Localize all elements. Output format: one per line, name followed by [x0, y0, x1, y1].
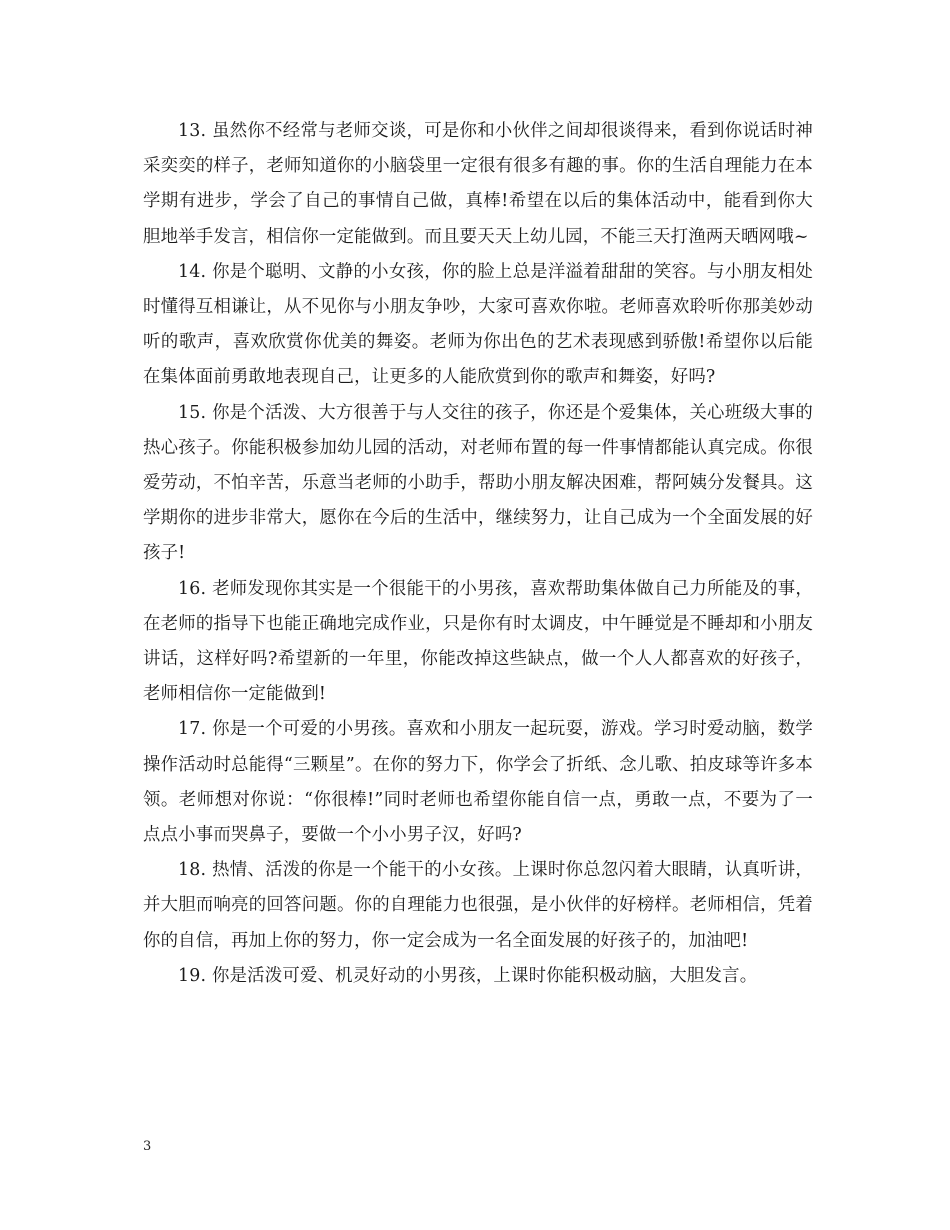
page-number: 3	[143, 1139, 152, 1154]
document-body	[143, 114, 813, 994]
paragraph-15: 15. 你是个活泼、大方很善于与人交往的孩子，你还是个爱集体，关心班级大事的热心孩子。你能积极参加幼儿园的活动，对老师布置的每一件事情都能认真完成。你很爱劳动，不怕辛苦，乐意当老师的小助手，帮助小朋友解决困难，帮阿姨分发餐具。这学期你的进步非常大，愿你在今后的生活中，继续努力，让自己成为一个全面发展的好孩子!	[143, 402, 813, 564]
paragraph-14: 14. 你是个聪明、文静的小女孩，你的脸上总是洋溢着甜甜的笑容。与小朋友相处时懂得互相谦让，从不见你与小朋友争吵，大家可喜欢你啦。老师喜欢聆听你那美妙动听的歌声，喜欢欣赏你优美的舞姿。老师为你出色的艺术表现感到骄傲!希望你以后能在集体面前勇敢地表现自己，让更多的人能欣赏到你的歌声和舞姿，好吗?	[143, 261, 813, 388]
paragraph-19: 19. 你是活泼可爱、机灵好动的小男孩，上课时你能积极动脑，大胆发言。	[178, 965, 758, 986]
paragraph-18: 18. 热情、活泼的你是一个能干的小女孩。上课时你总忽闪着大眼睛，认真听讲，并大胆而响亮的回答问题。你的自理能力也很强，是小伙伴的好榜样。老师相信，凭着你的自信，再加上你的努力，你一定会成为一名全面发展的好孩子的，加油吧!	[143, 860, 813, 951]
paragraph-16: 16. 老师发现你其实是一个很能干的小男孩，喜欢帮助集体做自己力所能及的事，在老师的指导下也能正确地完成作业，只是你有时太调皮，中午睡觉是不睡却和小朋友讲话，这样好吗?希望新的一年里，你能改掉这些缺点，做一个人人都喜欢的好孩子，老师相信你一定能做到!	[143, 578, 813, 705]
paragraph-17: 17. 你是一个可爱的小男孩。喜欢和小朋友一起玩耍，游戏。学习时爱动脑，数学操作活动时总能得“三颗星”。在你的努力下，你学会了折纸、念儿歌、拍皮球等许多本领。老师想对你说：“你很棒!”同时老师也希望你能自信一点，勇敢一点，不要为了一点点小事而哭鼻子，要做一个小小男子汉，好吗?	[143, 719, 813, 846]
paragraph-13: 13. 虽然你不经常与老师交谈，可是你和小伙伴之间却很谈得来，看到你说话时神采奕奕的样子，老师知道你的小脑袋里一定很有很多有趣的事。你的生活自理能力在本学期有进步，学会了自己的事情自己做，真棒!希望在以后的集体活动中，能看到你大胆地举手发言，相信你一定能做到。而且要天天上幼儿园，不能三天打渔两天晒网哦~	[143, 121, 813, 247]
